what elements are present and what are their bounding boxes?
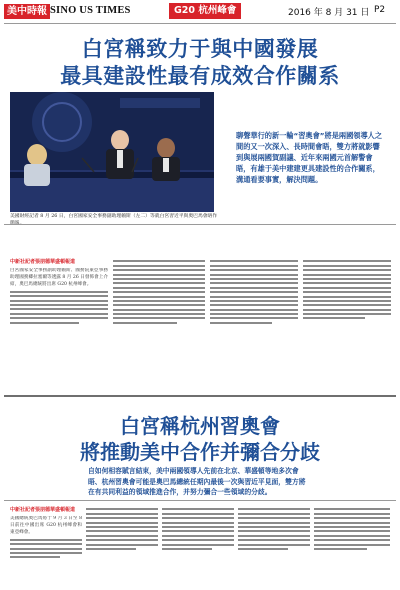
top-byline-source: 中新社記者張朋德華盛頓報道 — [10, 259, 76, 265]
bottom-column-2 — [86, 506, 158, 588]
top-byline-desc: 白宮國家安全事務副助理賴斯、國務院東亞事務助理國務卿拉塞爾等透露 8 月 26 日發佈會上介紹，奧巴馬總統將出席 G20 杭州峰會。 — [10, 268, 108, 287]
top-column-1 — [10, 268, 108, 388]
paper-name: SINO US TIMES — [50, 5, 131, 16]
press-briefing-illustration — [10, 92, 214, 212]
section-badge: G20 杭州峰會 — [169, 3, 241, 19]
masthead — [0, 0, 400, 22]
bottom-byline-source: 中新社記者張朋德華盛頓報道 — [10, 507, 76, 513]
bottom-headline-line-1: 白宮稱杭州習奧會 — [120, 414, 280, 438]
bottom-byline — [10, 506, 82, 513]
photo-caption: 美國財經記者 8 月 26 日，白宮國家安全事務副助理賴斯（左二）等就白宮習近平與奧巴馬會晤作 — [10, 214, 218, 219]
top-column-3 — [210, 258, 298, 388]
section-rule-bottom — [4, 500, 396, 501]
top-byline — [10, 258, 108, 265]
story-divider — [4, 395, 396, 397]
top-headline-line-1: 白宮稱致力于與中國發展 — [81, 37, 319, 61]
top-column-4 — [303, 258, 391, 388]
bottom-column-1 — [10, 516, 82, 588]
newspaper-logo: 美中時報 — [4, 4, 50, 19]
top-pullquote: 聊聲華行的新一輪“習奧會”將是兩國領導人之間的又一次深入、長時間會晤，雙方將就影響到與展兩國賀副議、近年來兩國元首解警會晤，有雄于美中建建更具建設性的合作關系，溝通看要事實，解決問題。 — [236, 131, 383, 184]
bottom-pullquote: 自如何相容賦言結束，美中兩國領導人先前在北京、華盛頓等地多次會晤、杭州習奧會可能是奧巴馬總統任期內最後一次與習近平見面，雙方將在有共同利益的領域推進合作，并努力彌合一些領域的分歧。 — [88, 467, 306, 496]
bottom-column-3 — [162, 506, 234, 588]
bottom-byline-desc: 美國總統奧巴馬將于 9 月 3 日至 8 日前往中國出席 G20 杭州峰會和東亞峰會。 — [10, 516, 82, 535]
press-briefing-photo — [10, 92, 214, 212]
issue-date: 2016 年 8 月 31 日 — [288, 8, 370, 18]
page-number: P2 — [374, 5, 386, 15]
top-headline-line-2: 最具建設性最有成效合作關系 — [60, 64, 340, 88]
top-column-2 — [113, 258, 205, 388]
section-rule-top — [4, 224, 396, 225]
bottom-headline-line-2: 將推動美中合作并彌合分歧 — [80, 440, 320, 464]
masthead-rule — [4, 23, 396, 24]
bottom-column-5 — [314, 506, 390, 588]
bottom-column-4 — [238, 506, 310, 588]
